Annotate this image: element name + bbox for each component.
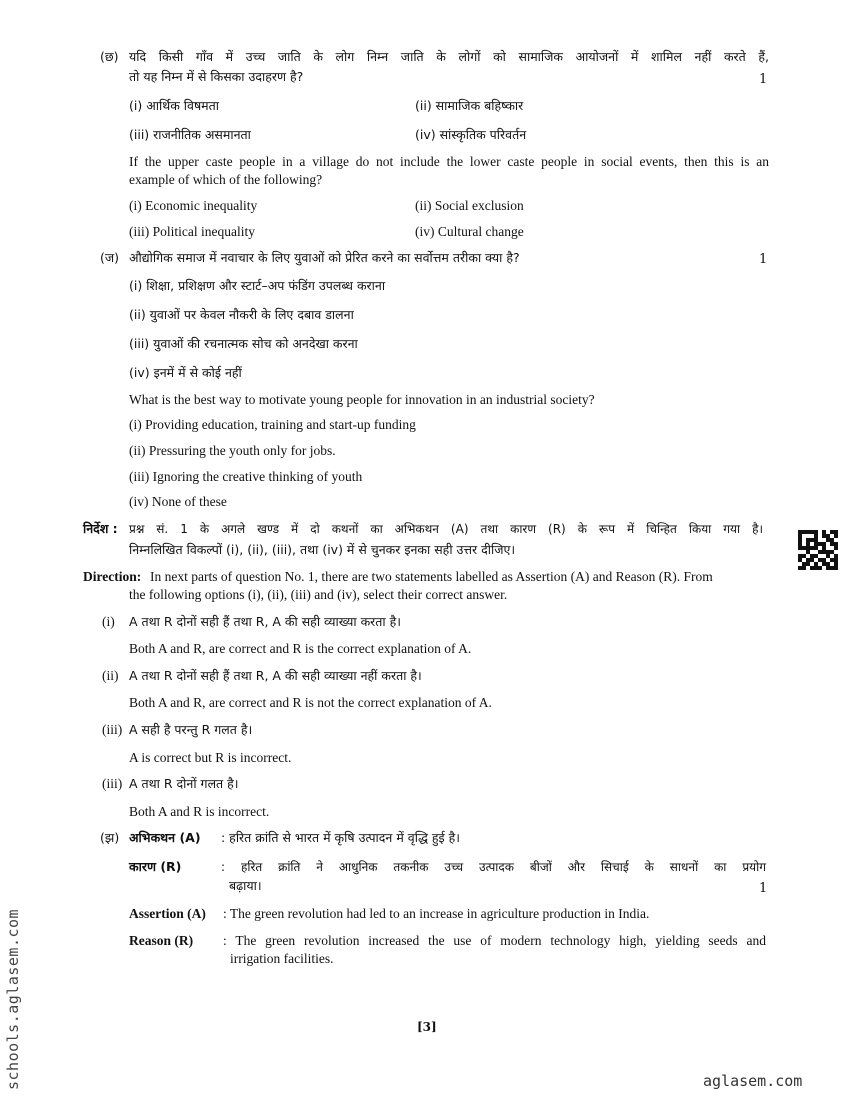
option-hi-4: (iv) सांस्कृतिक परिवर्तन xyxy=(415,127,527,142)
question-english-line2: example of which of the following? xyxy=(129,172,323,187)
direction-option-hindi: A तथा R दोनों गलत है। xyxy=(129,776,239,791)
direction-option-english: A is correct but R is incorrect. xyxy=(129,750,292,765)
option-en-2: (ii) Social exclusion xyxy=(415,198,524,213)
direction-option-hindi: A तथा R दोनों सही हैं तथा R, A की सही व्याख्या नहीं करता है। xyxy=(129,668,422,683)
page-number: [3] xyxy=(417,1020,437,1034)
question-number-ja: (ज) xyxy=(100,250,120,265)
reason-english-line2: irrigation facilities. xyxy=(230,951,334,966)
option-hi-1: (i) शिक्षा, प्रशिक्षण और स्टार्ट–अप फंडिंग उपलब्ध कराना xyxy=(129,278,386,293)
reason-label-hindi: कारण (R) xyxy=(129,859,182,874)
assertion-english: : The green revolution had led to an increase in agriculture production in India. xyxy=(223,906,650,921)
marks: 1 xyxy=(759,881,768,896)
option-hi-3: (iii) राजनीतिक असमानता xyxy=(129,127,251,142)
direction-option-num: (i) xyxy=(102,614,115,629)
direction-option-english: Both A and R, are correct and R is the correct explanation of A. xyxy=(129,641,472,656)
reason-hindi-line2: बढ़ाया। xyxy=(229,878,262,893)
option-hi-2: (ii) सामाजिक बहिष्कार xyxy=(415,98,524,113)
option-hi-2: (ii) युवाओं पर केवल नौकरी के लिए दबाव डालना xyxy=(129,307,354,322)
direction-hindi-line2: निम्नलिखित विकल्पों (i), (ii), (iii), तथा (iv) में से चुनकर इनका सही उत्तर दीजिए। xyxy=(129,542,516,557)
direction-option-hindi: A सही है परन्तु R गलत है। xyxy=(129,722,253,737)
direction-option-num: (iii) xyxy=(102,722,123,737)
direction-label-english: Direction: xyxy=(83,569,142,584)
option-en-3: (iii) Political inequality xyxy=(129,224,255,239)
direction-label-hindi: निर्देश : xyxy=(83,521,118,536)
direction-option-english: Both A and R, are correct and R is not the correct explanation of A. xyxy=(129,695,492,710)
question-number-jha: (झ) xyxy=(100,830,120,845)
direction-option-english: Both A and R is incorrect. xyxy=(129,804,270,819)
direction-english-line2: the following options (i), (ii), (iii) and (iv), select their correct answer. xyxy=(129,587,508,602)
reason-hindi-line1: : हरित क्रांति ने आधुनिक तकनीक उच्च उत्पादक बीजों और सिचाई के साधनों का प्रयोग xyxy=(221,860,766,874)
direction-option-num: (ii) xyxy=(102,668,119,683)
qr-code xyxy=(798,530,838,570)
option-en-1: (i) Providing education, training and start-up funding xyxy=(129,417,416,432)
direction-option-hindi: A तथा R दोनों सही हैं तथा R, A की सही व्याख्या करता है। xyxy=(129,614,401,629)
question-english-line1: If the upper caste people in a village do not include the lower caste people in social events, then this is an xyxy=(129,154,769,169)
direction-english-line1: In next parts of question No. 1, there are two statements labelled as Assertion (A) and Reason (R). From xyxy=(150,569,713,584)
marks: 1 xyxy=(759,72,768,87)
reason-label-english: Reason (R) xyxy=(129,933,194,948)
direction-option-num: (iii) xyxy=(102,776,123,791)
footer-watermark: aglasem.com xyxy=(703,1072,803,1090)
option-en-2: (ii) Pressuring the youth only for jobs. xyxy=(129,443,336,458)
question-english: What is the best way to motivate young people for innovation in an industrial society? xyxy=(129,392,595,407)
direction-hindi-line1: प्रश्न सं. 1 के अगले खण्ड में दो कथनों का अभिकथन (A) तथा कारण (R) के रूप में चिन्हित किया गया है। xyxy=(129,522,763,536)
question-hindi-line2: तो यह निम्न में से किसका उदाहरण है? xyxy=(129,69,304,84)
option-hi-3: (iii) युवाओं की रचनात्मक सोच को अनदेखा करना xyxy=(129,336,358,351)
option-en-4: (iv) None of these xyxy=(129,494,227,509)
question-number-chha: (छ) xyxy=(100,49,119,64)
side-watermark: schools.aglasem.com xyxy=(4,908,22,1090)
assertion-label-hindi: अभिकथन (A) xyxy=(129,830,201,845)
question-hindi: औद्योगिक समाज में नवाचार के लिए युवाओं को प्रेरित करने का सर्वोत्तम तरीका क्या है? xyxy=(129,250,520,265)
question-hindi-line1: यदि किसी गाँव में उच्च जाति के लोग निम्न जाति के लोगों को सामाजिक आयोजनों में शामिल नहीं करते हैं, xyxy=(129,49,769,64)
option-en-1: (i) Economic inequality xyxy=(129,198,258,213)
assertion-hindi: : हरित क्रांति से भारत में कृषि उत्पादन में वृद्धि हुई है। xyxy=(221,830,461,845)
option-hi-4: (iv) इनमें में से कोई नहीं xyxy=(129,365,242,380)
option-en-3: (iii) Ignoring the creative thinking of youth xyxy=(129,469,363,484)
marks: 1 xyxy=(759,252,768,267)
reason-english-line1: : The green revolution increased the use of modern technology high, yielding seeds and xyxy=(223,933,766,948)
option-hi-1: (i) आर्थिक विषमता xyxy=(129,98,220,113)
option-en-4: (iv) Cultural change xyxy=(415,224,524,239)
assertion-label-english: Assertion (A) xyxy=(129,906,206,921)
